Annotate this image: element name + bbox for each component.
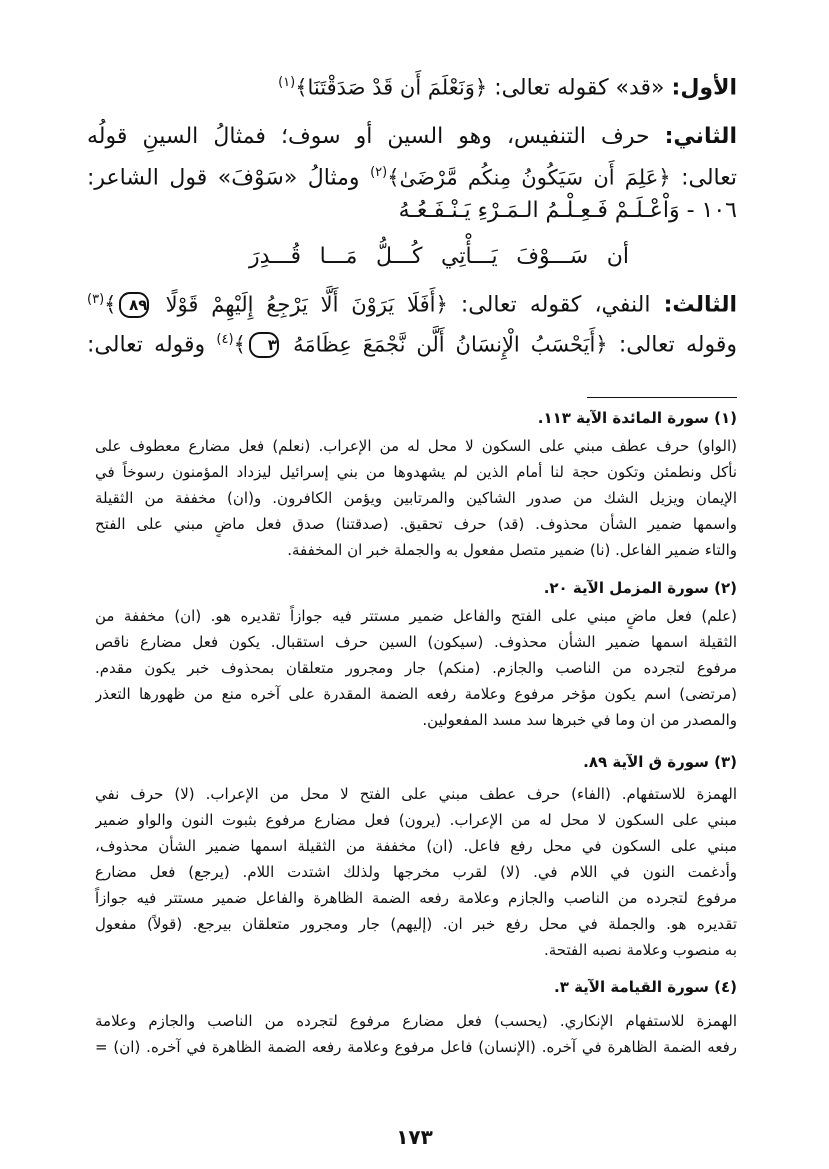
main-line-6	[87, 285, 737, 320]
footnote-4-body	[95, 1008, 737, 1060]
footnote-line: واسمها ضمير الشأن محذوف. (قد) حرف تحقيق. (صدقتنا) صدق فعل ماضٍ مبني على الفتح	[95, 515, 737, 533]
main-line-3	[87, 158, 737, 193]
item-label-second: الثاني:	[664, 124, 737, 149]
poem-text: ١٠٦ - وَاْعْـلَـمْ فَـعِـلْـمُ الـمَـرْءِ يَـنْـفَـعُـهُ	[398, 198, 737, 223]
item-text: وقوله تعالى:	[87, 332, 206, 358]
footnote-line: مبني على السكون لا محل له من الإعراب. (يرون) فعل مضارع مرفوع بثبوت النون والواو ضمير	[95, 811, 737, 829]
footnote-1-body	[95, 433, 737, 563]
footnote-line: الإيمان ويزيل الشك من صدور الشاكين والمرتابين ويؤمن الكافرون. و(ان) مخففة من الثقيلة	[95, 489, 737, 507]
footnote-line: (مرتضى) اسم يكون مؤخر مرفوع وعلامة رفعه الضمة المقدرة على آخره منع من ظهورها التعذر	[95, 685, 737, 703]
footnote-line: وأدغمت النون في اللام في. (لا) لقرب مخرجها ولذلك اشتدت اللام. (يرجع) فعل مضارع	[95, 863, 737, 881]
page-number: ١٧٣	[396, 1125, 433, 1149]
footnote-line: الهمزة للاستفهام. (الفاء) حرف عطف مبني على الفتح لا محل من الإعراب. (لا) حرف نفي	[95, 785, 737, 803]
item-text: حرف التنفيس، وهو السين أو سوف؛ فمثالُ السينِ قولُه	[87, 124, 650, 149]
quran-close-bracket: ﴾	[104, 292, 117, 317]
item-text: «قد» كقوله تعالى:	[494, 75, 665, 101]
quran-verse: ﴿وَنَعْلَمَ أَن قَدْ صَدَقْتَنَا﴾	[295, 75, 488, 100]
footnote-line: مرفوع لتجرده من الناصب والجازم. (منكم) جار ومجرور متعلقان بمحذوف خبر يكون مقدم.	[95, 659, 737, 677]
item-label-first: الأول:	[671, 75, 737, 101]
poem-first-hemistich	[87, 196, 737, 226]
quran-verse: ﴿أَيَحْسَبُ الْإِنسَانُ أَلَّن نَّجْمَعَ عِظَامَهُ	[293, 332, 608, 357]
poem-second-hemistich	[249, 242, 629, 272]
main-line-2	[87, 122, 737, 152]
footnote-line: (الواو) حرف عطف مبني على السكون لا محل له من الإعراب. (نعلم) فعل مضارع معطوف على	[95, 437, 737, 455]
poem-text: أن سَـــوْفَ يَـــأْتِي كُـــلُّ مَـــا قُـــدِرَ	[249, 244, 629, 269]
footnote-ref: (٢)	[370, 165, 388, 180]
item-text: ومثالُ «سَوْفَ» قول الشاعر:	[87, 165, 360, 191]
footnote-line: مرفوع لتجرده من الناصب والجازم وعلامة رفعه الضمة الظاهرة والفاعل ضمير مستتر فيه جوازاً	[95, 889, 737, 907]
ayah-number-badge: ٣	[249, 332, 279, 358]
item-text: تعالى:	[681, 165, 738, 191]
footnote-2-body	[95, 603, 737, 733]
footnote-line: رفعه الضمة الظاهرة في آخره. (الإنسان) فاعل مرفوع وعلامة رفعه الضمة الظاهرة في آخره. (ان) =	[95, 1038, 737, 1056]
footnote-2-heading: (٢) سورة المزمل الآية ٢٠.	[543, 579, 737, 597]
footnote-line: مبني على السكون في محل رفع فاعل. (ان) مخففة من الثقيلة اسمها ضمير الشأن محذوف،	[95, 837, 737, 855]
footnote-line: نأكل ونطمئن وتكون حجة لنا أمام الذين لم يشهدوها من بني إسرائيل ليزداد المؤمنون رسوخاً في	[95, 463, 737, 481]
footnote-ref: (٣)	[87, 292, 105, 307]
footnote-line: الثقيلة اسمها ضمير الشأن محذوف. (سيكون) السين حرف استقبال. يكون فعل مضارع ناقص	[95, 633, 737, 651]
footnote-ref: (١)	[278, 75, 296, 90]
footnote-line: به منصوب وعلامة نصبه الفتحة.	[543, 941, 737, 959]
item-label-third: الثالث:	[663, 292, 737, 318]
footnote-3-body	[95, 781, 737, 963]
footnote-line: (علم) فعل ماضٍ مبني على الفتح والفاعل ضمير مستتر فيه جوازاً تقديره هو. (ان) مخففة من	[95, 607, 737, 625]
quran-close-bracket: ﴾	[233, 332, 246, 357]
footnote-3-heading: (٣) سورة ق الآية ٨٩.	[583, 753, 737, 771]
footnote-1-heading: (١) سورة المائدة الآية ١١٣.	[537, 409, 737, 427]
quran-verse: ﴿عَلِمَ أَن سَيَكُونُ مِنكُم مَّرْضَىٰ﴾	[387, 165, 671, 190]
footnote-separator	[587, 397, 737, 398]
main-line-7	[87, 325, 737, 360]
footnote-line: والتاء ضمير الفاعل. (نا) ضمير متصل مفعول به والجملة خبر ان المخففة.	[287, 541, 737, 559]
footnote-line: الهمزة للاستفهام الإنكاري. (يحسب) فعل مضارع مرفوع لتجرده من الناصب والجازم وعلامة	[95, 1012, 737, 1030]
footnote-line: تقديره هو. والجملة في محل رفع خبر ان. (إليهم) جار ومجرور متعلقان بيرجع. (قولاً) مفعول	[95, 915, 737, 933]
footnote-4-heading: (٤) سورة القيامة الآية ٣.	[553, 978, 737, 996]
item-text: النفي، كقوله تعالى:	[460, 292, 651, 318]
main-line-1	[87, 68, 737, 103]
ayah-number-badge: ٨٩	[119, 292, 149, 318]
quran-verse: ﴿أَفَلَا يَرَوْنَ أَلَّا يَرْجِعُ إِلَيْهِمْ قَوْلًا	[165, 292, 448, 317]
footnote-line: والمصدر من ان وما في خبرها سد مسد المفعولين.	[422, 711, 737, 729]
footnote-ref: (٤)	[216, 332, 234, 347]
item-text: وقوله تعالى:	[618, 332, 738, 358]
